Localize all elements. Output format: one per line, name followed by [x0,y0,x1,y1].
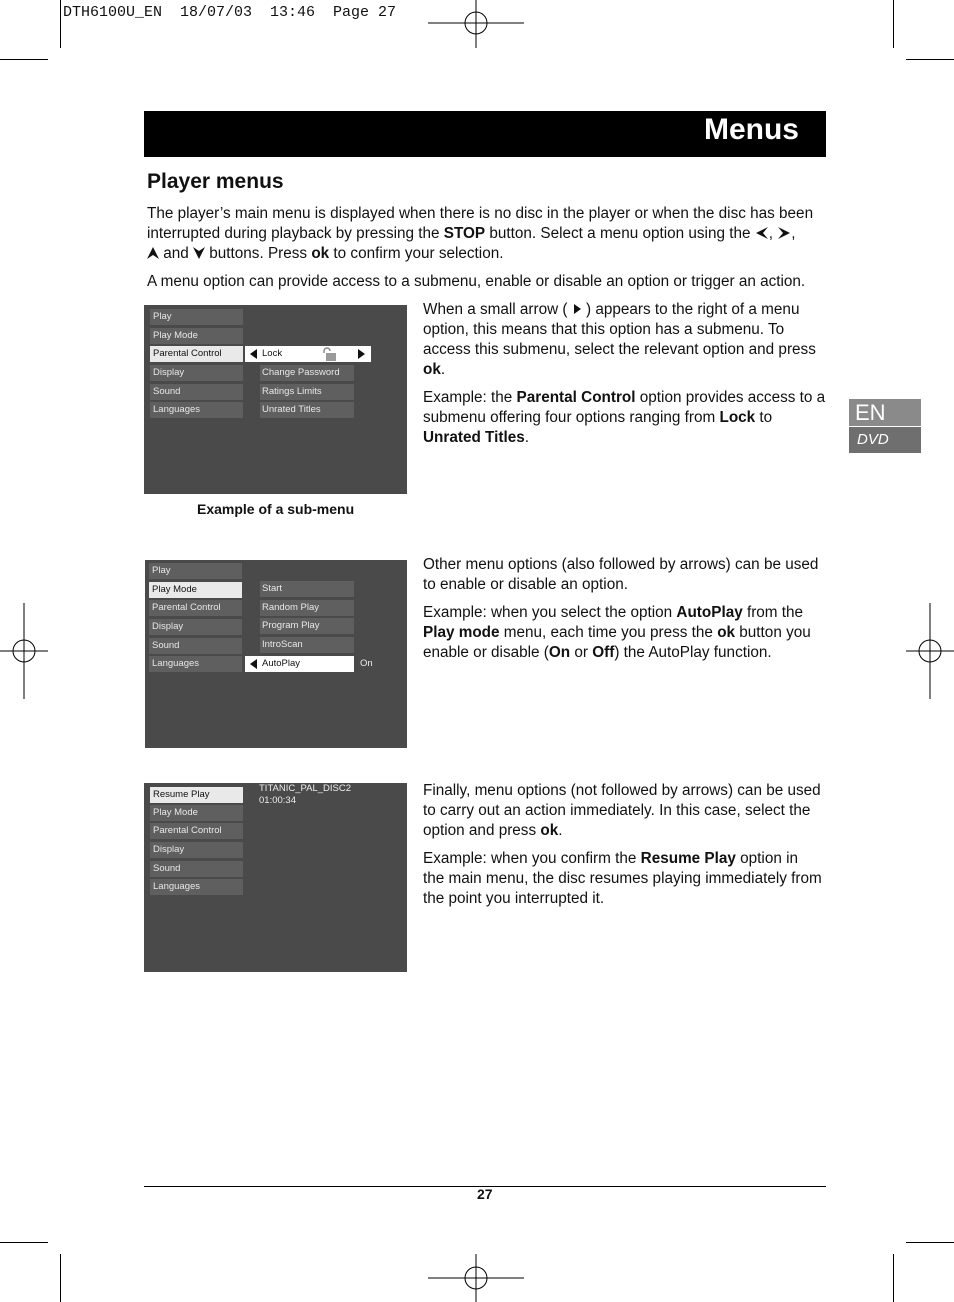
menu-item-display[interactable]: Display [150,365,243,381]
right-arrow-icon [777,227,791,239]
crop-mark [0,59,48,60]
submenu-item-random-play[interactable]: Random Play [260,600,354,616]
menu-item-play-mode[interactable]: Play Mode [150,328,243,344]
submenu-screen [144,305,407,494]
crop-mark [893,0,894,48]
registration-mark-icon [428,0,524,48]
menu-item-resume-play[interactable]: Resume Play [150,787,243,803]
menu-item-languages[interactable]: Languages [150,879,243,895]
menu-item-parental-control[interactable]: Parental Control [150,823,243,839]
header-banner [144,111,826,157]
submenu-item-autoplay[interactable] [245,656,354,672]
resume-play-keyword: Resume Play [640,850,736,867]
page-title: Menus [703,113,799,146]
crop-mark [906,59,954,60]
menu-item-parental-control[interactable]: Parental Control [150,346,243,362]
menu-item-display[interactable]: Display [149,619,242,635]
submenu-label: AutoPlay [262,658,301,669]
language-tab: EN [849,399,921,426]
crop-mark [906,1242,954,1243]
block2-text: Example: when you select the option [423,604,677,621]
block3-text: . [558,822,563,839]
menu-item-play-mode[interactable]: Play Mode [149,582,242,598]
submenu-item-ratings-limits[interactable]: Ratings Limits [260,384,354,400]
ok-keyword: ok [311,245,330,262]
figure-caption: Example of a sub-menu [197,501,355,517]
block2-text: or [570,644,593,661]
block1-text: Example: the [423,389,517,406]
menu-item-languages[interactable]: Languages [149,656,242,672]
block2-text: menu, each time you press the [499,624,718,641]
intro-paragraph [147,204,827,264]
crop-mark [60,1254,61,1302]
print-slug: DTH6100U_EN 18/07/03 13:46 Page 27 [63,4,397,21]
block2-text: button you enable or disable ( [423,624,811,661]
block3-paragraph [423,781,823,841]
registration-mark-icon [0,603,48,699]
block2-text: ) the AutoPlay function. [614,644,772,661]
intro-text: , [791,225,796,242]
menu-item-languages[interactable]: Languages [150,402,243,418]
intro-text: button. Select a menu option using the [485,225,755,242]
left-arrow-icon [250,659,258,669]
menu-item-play[interactable]: Play [150,309,243,325]
right-arrow-icon [357,349,365,359]
padlock-icon [321,347,337,361]
autoplay-keyword: AutoPlay [676,604,743,621]
intro-paragraph-2: A menu option can provide access to a submenu, enable or disable an option or trigger an action. [147,273,806,290]
intro-text: buttons. Press [205,245,312,262]
autoplay-value: On [360,658,373,669]
block2-paragraph: Other menu options (also followed by arrows) can be used to enable or disable an option. [423,556,819,593]
block3-text: Example: when you confirm the [423,850,641,867]
registration-mark-icon [906,603,954,699]
parental-control-keyword: Parental Control [516,389,636,406]
up-arrow-icon [147,247,159,259]
menu-item-play-mode[interactable]: Play Mode [150,805,243,821]
intro-text: , [768,225,778,242]
block1-text: option provides access to a submenu offering four options ranging from [423,389,826,426]
block2-text: from the [742,604,804,621]
menu-item-parental-control[interactable]: Parental Control [149,600,242,616]
intro-text: The player’s main menu is displayed when there is no disc in the player or when the disc has been interrupted during playback by pressing the [147,205,814,242]
block1-paragraph [423,300,828,380]
left-arrow-icon [250,349,258,359]
submenu-item-program-play[interactable]: Program Play [260,618,354,634]
block3-text: option in the main menu, the disc resumes playing immediately from the point you interrupted it. [423,850,822,907]
block1-example [423,388,833,448]
submenu-item-unrated-titles[interactable]: Unrated Titles [260,402,354,418]
disc-title: TITANIC_PAL_DISC2 [259,783,352,794]
menu-item-play[interactable]: Play [149,563,242,579]
ok-keyword: ok [423,361,441,378]
crop-mark [60,0,61,48]
intro-text: and [159,245,194,262]
on-keyword: On [548,644,571,661]
block3-example [423,849,823,909]
left-arrow-icon [755,227,769,239]
block1-text: . [524,429,529,446]
submenu-item-lock[interactable] [245,346,371,362]
menu-item-display[interactable]: Display [150,842,243,858]
submenu-label: Lock [262,348,283,359]
intro-text: to confirm your selection. [329,245,504,262]
action-screen [144,783,407,972]
block1-text: When a small arrow ( [423,301,572,318]
crop-mark [893,1254,894,1302]
crop-mark [0,1242,48,1243]
submenu-item-introscan[interactable]: IntroScan [260,637,354,653]
menu-item-sound[interactable]: Sound [149,638,242,654]
block1-text: to [755,409,773,426]
play-mode-keyword: Play mode [423,624,500,641]
stop-keyword: STOP [443,225,486,242]
submenu-item-change-password[interactable]: Change Password [260,365,354,381]
lock-keyword: Lock [719,409,756,426]
block3-text: Finally, menu options (not followed by arrows) can be used to carry out an action immediately. In this case, select the option and press [423,782,821,839]
right-arrow-icon [572,303,582,315]
ok-keyword: ok [540,822,559,839]
registration-mark-icon [428,1254,524,1302]
block1-text: ) appears to the right of a menu option, this means that this option has a submenu. To access this submenu, select the relevant option and press [423,301,816,358]
submenu-item-start[interactable]: Start [260,581,354,597]
product-tab: DVD [849,427,921,453]
down-arrow-icon [193,247,205,259]
section-title: Player menus [147,170,284,193]
off-keyword: Off [592,644,615,661]
menu-item-sound[interactable]: Sound [150,861,243,877]
unrated-titles-keyword: Unrated Titles [423,429,525,446]
menu-item-sound[interactable]: Sound [150,384,243,400]
disc-time: 01:00:34 [259,795,296,806]
page-number: 27 [477,1186,493,1202]
ok-keyword: ok [717,624,736,641]
option-toggle-screen [145,560,407,748]
block1-text: . [440,361,446,378]
block2-example [423,603,828,663]
